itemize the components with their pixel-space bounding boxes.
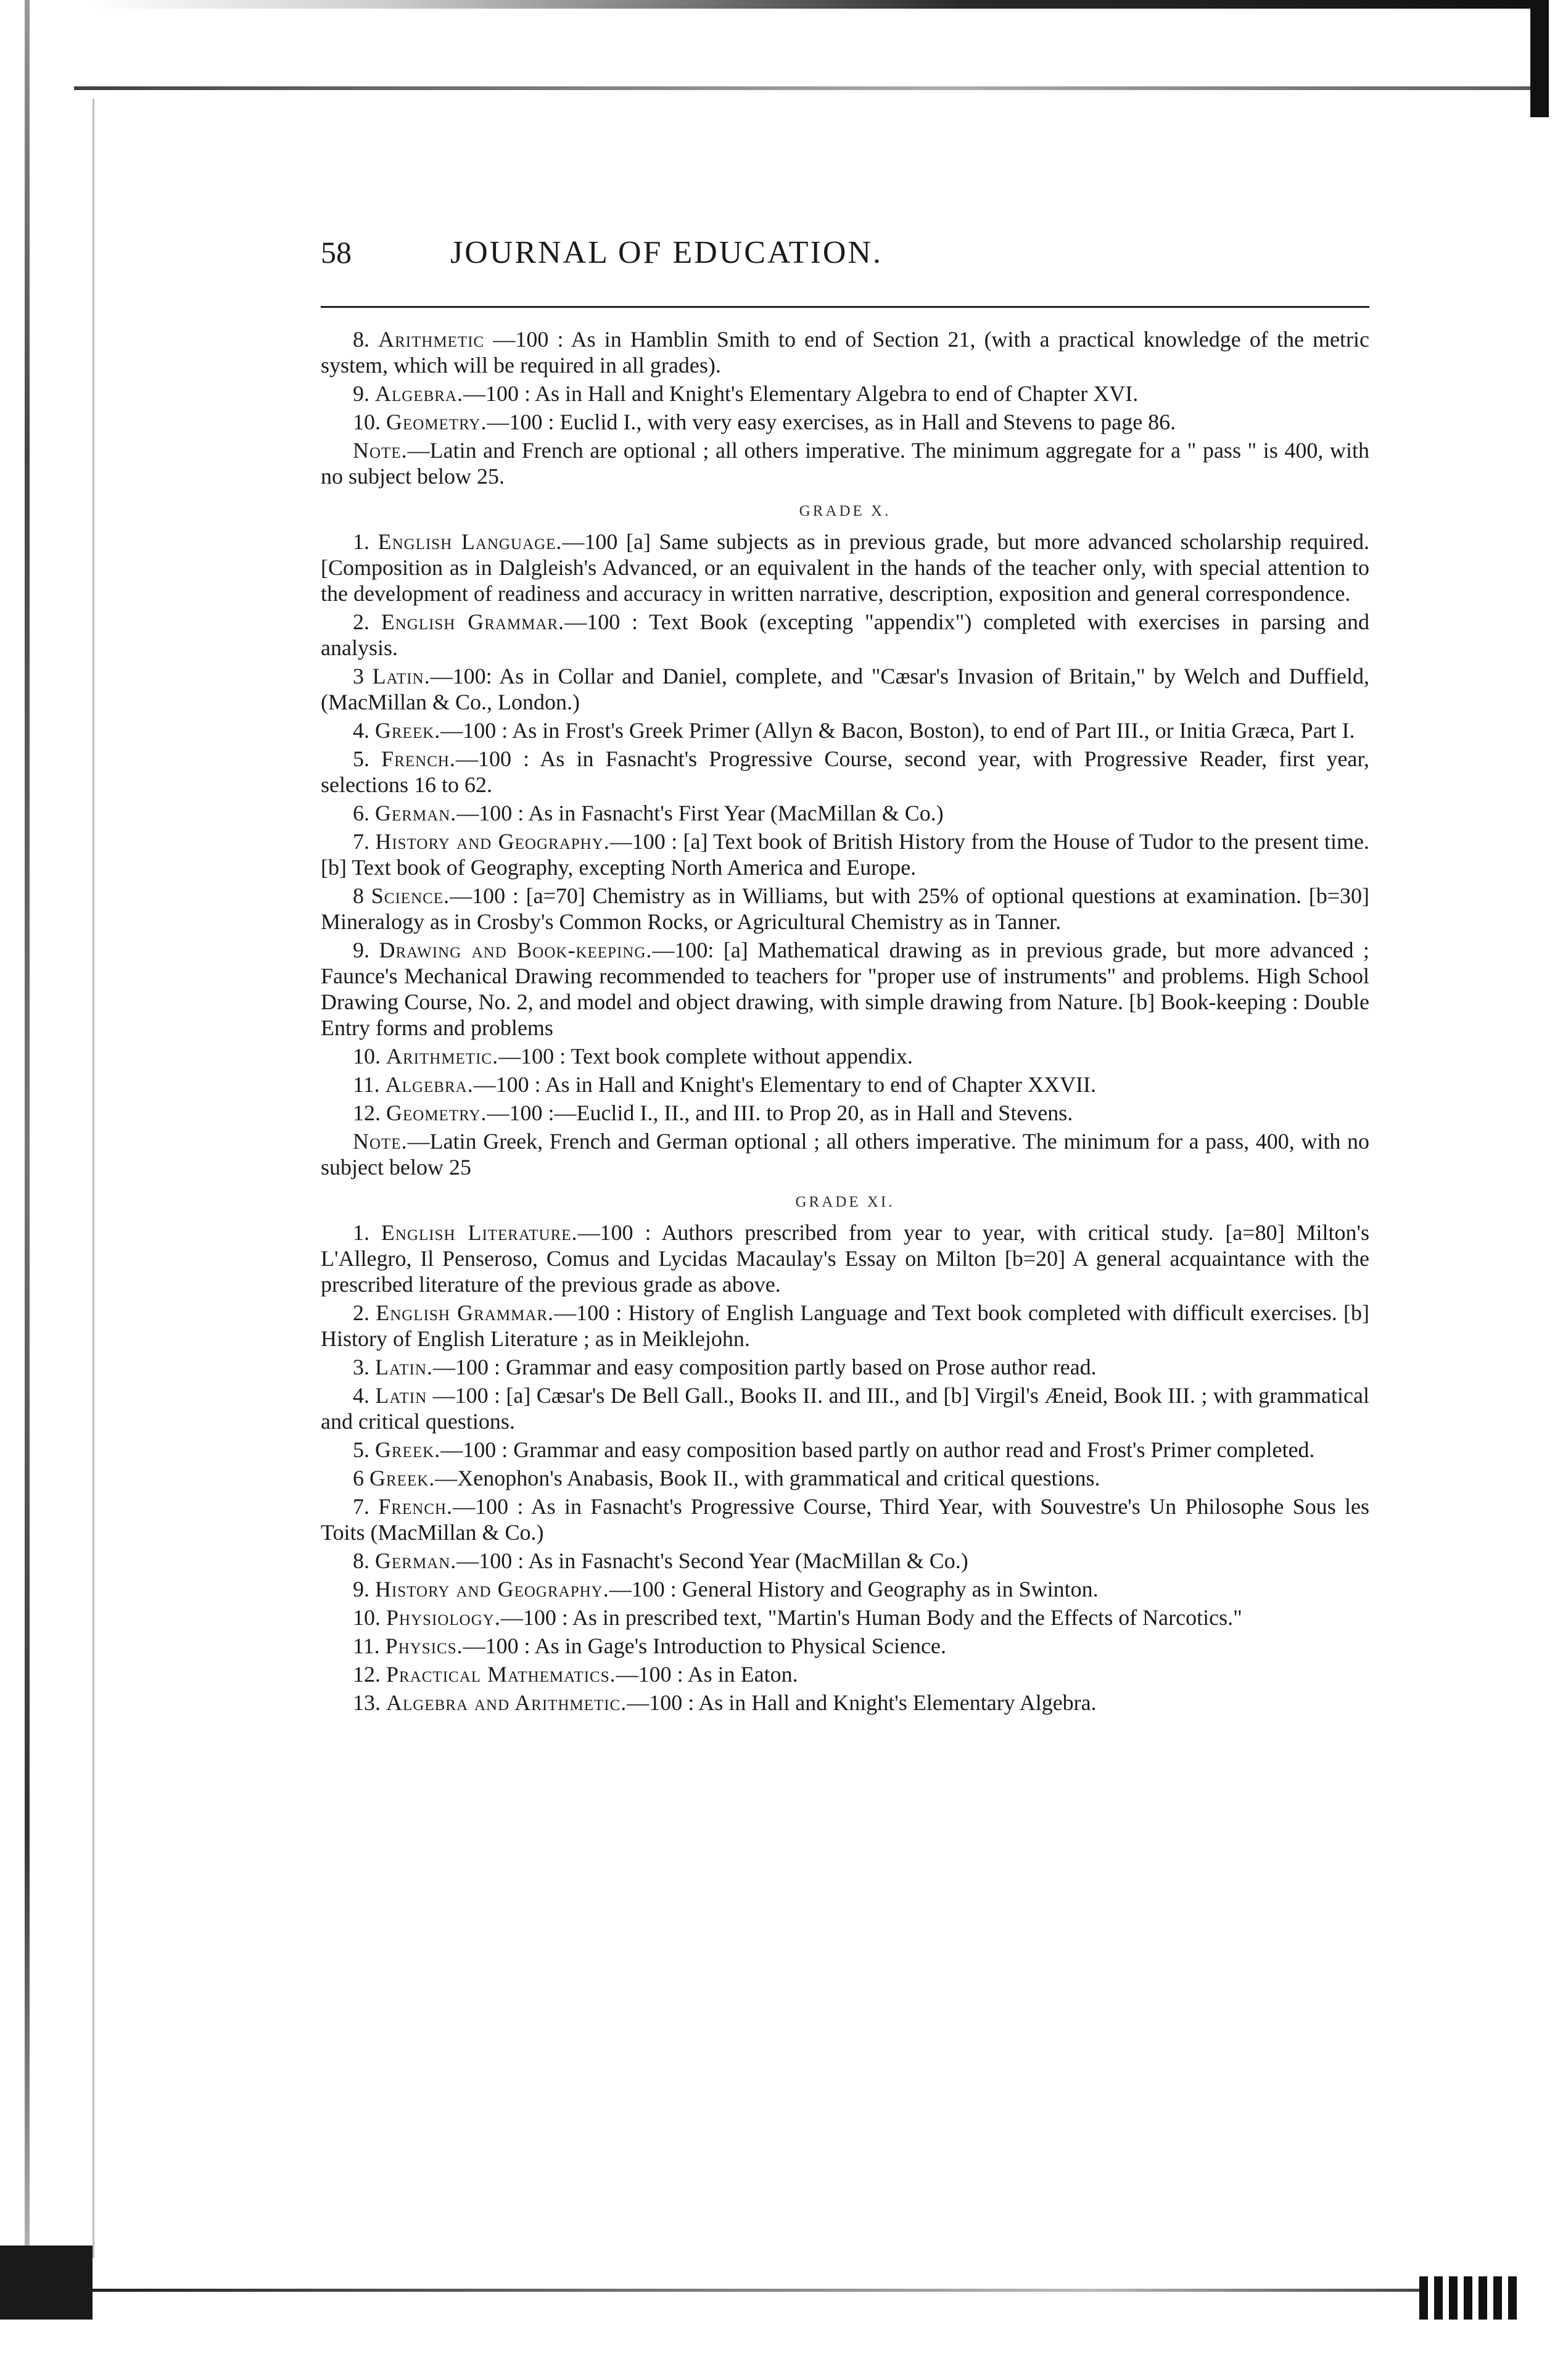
subject-entry	[321, 1605, 1369, 1630]
entry-number: 1.	[353, 529, 369, 554]
entry-text: —100 : As in Gage's Introduction to Physical Science.	[463, 1634, 946, 1658]
subject-heading: Note.	[353, 1129, 408, 1154]
entry-text: —100: As in Collar and Daniel, complete, and "Cæsar's Invasion of Britain," by Welch and Duffield, (MacMillan & Co., London.)	[321, 664, 1369, 714]
entry-number: 10.	[353, 1605, 381, 1630]
grade-heading: GRADE X.	[799, 503, 891, 519]
entry-number: 7.	[353, 829, 369, 854]
subject-entry	[321, 828, 1369, 880]
grade-heading: GRADE XI.	[795, 1194, 895, 1210]
entry-text: —100 : As in Fasnacht's Second Year (MacMillan & Co.)	[456, 1548, 968, 1573]
subject-entry	[321, 1465, 1369, 1491]
scan-blot	[1419, 2276, 1518, 2320]
subject-entry	[321, 381, 1369, 407]
entry-number: 6.	[353, 801, 369, 825]
entry-text: —100 : Text Book (excepting "appendix") completed with exercises in parsing and analysis.	[321, 609, 1369, 660]
subject-heading: Geometry.	[386, 410, 487, 434]
entry-text: —100: [a] Mathematical drawing as in previous grade, but more advanced ; Faunce's Mechanical Drawing recommended to teachers for "proper use of instruments" and problems. High School Drawing Course, No. 2, and model and object drawing, with simple drawing from Nature. [b] Book-keeping : Double Entry forms and problems	[321, 938, 1369, 1040]
entry-text: —100 : History of English Language and Text book completed with difficult exercises. [b] History of English Literature ; as in Meiklejohn.	[321, 1300, 1369, 1351]
entry-text: —Latin Greek, French and German optional ; all others imperative. The minimum for a pass, 400, with no subject below 25	[321, 1129, 1369, 1180]
subject-heading: Practical Mathematics.	[386, 1662, 616, 1687]
subject-heading: Note.	[353, 438, 408, 463]
entry-number: 4.	[353, 718, 369, 743]
entry-number: 6	[353, 1466, 364, 1490]
subject-heading: Greek.	[369, 1466, 435, 1490]
entry-text: —Xenophon's Anabasis, Book II., with grammatical and critical questions.	[435, 1466, 1100, 1490]
scan-edge-right	[1530, 0, 1549, 117]
subject-heading: Algebra and Arithmetic.	[386, 1690, 627, 1715]
scan-edge-left	[25, 0, 30, 2283]
entry-number: 9.	[353, 1577, 369, 1601]
scan-border-top	[74, 86, 1530, 90]
page-number: 58	[321, 235, 352, 270]
entry-number: 10.	[353, 410, 381, 434]
entry-number: 5.	[353, 746, 369, 771]
entry-text: —100 : As in Fasnacht's First Year (MacMillan & Co.)	[456, 801, 944, 825]
scan-gutter-line	[93, 99, 94, 2258]
entry-text: —100 : General History and Geography as in Swinton.	[609, 1577, 1099, 1601]
entry-text: —100 : Grammar and easy composition based partly on author read and Frost's Primer completed.	[440, 1437, 1315, 1462]
subject-heading: Latin	[375, 1383, 427, 1408]
entry-number: 2.	[353, 1300, 369, 1325]
subject-entry	[321, 1690, 1369, 1716]
entry-number: 1.	[353, 1220, 369, 1245]
entry-number: 12.	[353, 1662, 381, 1687]
subject-entry	[321, 1100, 1369, 1126]
entry-number: 4.	[353, 1383, 369, 1408]
scan-edge-top	[86, 0, 1543, 9]
entry-text: —100 : Authors prescribed from year to year, with critical study. [a=80] Milton's L'Allegro, Il Penseroso, Comus and Lycidas Macaulay's Essay on Milton [b=20] A general acquaintance with the prescribed literature of the previous grade as above.	[321, 1220, 1370, 1297]
entry-number: 3.	[353, 1355, 369, 1379]
subject-heading: Science.	[371, 883, 450, 908]
subject-entry	[321, 937, 1369, 1041]
subject-entry	[321, 717, 1369, 743]
entry-text: —100 : [a] Text book of British History from the House of Tudor to the present time. [b] Text book of Geography, excepting North America and Europe.	[321, 829, 1370, 880]
entry-number: 3	[353, 664, 364, 688]
entry-number: 8.	[353, 1548, 369, 1573]
subject-heading: Algebra.	[385, 1072, 474, 1097]
entry-number: 5.	[353, 1437, 369, 1462]
page-header	[321, 234, 1369, 284]
entry-number: 10.	[353, 1044, 381, 1068]
entry-text: —100 :—Euclid I., II., and III. to Prop 20, as in Hall and Stevens.	[487, 1101, 1073, 1125]
entry-number: 9.	[353, 381, 369, 406]
subject-entry	[321, 1382, 1369, 1434]
entry-text: —100 : Text book complete without appendix.	[498, 1044, 913, 1068]
entry-text: —100 : [a=70] Chemistry as in Williams, but with 25% of optional questions at examination. [b=30] Mineralogy as in Crosby's Common Rocks, or Agricultural Chemistry as in Tanner.	[321, 883, 1369, 934]
scan-smear	[0, 2246, 93, 2320]
subject-entry	[321, 1354, 1369, 1380]
entry-text: —100 : Euclid I., with very easy exercises, as in Hall and Stevens to page 86.	[487, 410, 1176, 434]
subject-heading: Drawing and Book-keeping.	[379, 938, 653, 962]
subject-entry	[321, 326, 1369, 378]
subject-entry	[321, 1494, 1369, 1545]
entry-text: —100 : As in Eaton.	[616, 1662, 798, 1687]
subject-entry	[321, 1072, 1369, 1097]
subject-heading: French.	[378, 1494, 453, 1519]
entry-number: 8.	[353, 327, 369, 352]
entry-text: —100 : As in Hamblin Smith to end of Section 21, (with a practical knowledge of the metric system, which will be required in all grades).	[321, 327, 1370, 378]
subject-heading: English Grammar.	[381, 609, 565, 634]
journal-title: JOURNAL OF EDUCATION.	[450, 235, 883, 270]
subject-heading: German.	[375, 801, 457, 825]
subject-entry	[321, 437, 1369, 489]
entry-text: —100 : As in Hall and Knight's Elementary Algebra to end of Chapter XVI.	[463, 381, 1139, 406]
entry-number: 12.	[353, 1101, 381, 1125]
subject-heading: Arithmetic.	[386, 1044, 499, 1068]
subject-entry	[321, 663, 1369, 715]
entry-number: 13.	[353, 1690, 381, 1715]
subject-heading: Physiology.	[386, 1605, 501, 1630]
subject-heading: Algebra.	[375, 381, 463, 406]
scan-bottom-rule	[93, 2289, 1518, 2292]
subject-entry	[321, 609, 1369, 661]
subject-entry	[321, 1220, 1369, 1297]
entry-number: 11.	[353, 1072, 380, 1097]
subject-heading: French.	[381, 746, 456, 771]
entry-text: —100 [a] Same subjects as in previous grade, but more advanced scholarship required. [Composition as in Dalgleish's Advanced, or an equivalent in the hands of the teacher only, with special attention to the development of readiness and accuracy in written narrative, description, exposition and general correspondence.	[321, 529, 1370, 606]
subject-entry	[321, 1576, 1369, 1602]
entry-number: 2.	[353, 609, 369, 634]
entry-number: 9.	[353, 938, 369, 962]
entry-text: —100 : As in Fasnacht's Progressive Course, Third Year, with Souvestre's Un Philosophe Sous les Toits (MacMillan & Co.)	[321, 1494, 1370, 1545]
entry-number: 7.	[353, 1494, 369, 1519]
subject-heading: English Language.	[377, 529, 563, 554]
subject-heading: History and Geography.	[375, 829, 610, 854]
subject-heading: English Literature.	[381, 1220, 578, 1245]
subject-heading: Greek.	[375, 1437, 441, 1462]
subject-heading: History and Geography.	[375, 1577, 609, 1601]
entry-text: —100 : Grammar and easy composition partly based on Prose author read.	[432, 1355, 1097, 1379]
subject-entry	[321, 409, 1369, 435]
subject-heading: Physics.	[385, 1634, 463, 1658]
header-rule	[321, 306, 1369, 308]
scan-border-bottom	[0, 2227, 1555, 2380]
entry-text: —100 : As in Hall and Knight's Elementary Algebra.	[627, 1690, 1097, 1715]
subject-heading: Greek.	[375, 718, 441, 743]
entry-text: —100 : As in Frost's Greek Primer (Allyn & Bacon, Boston), to end of Part III., or Initia Græca, Part I.	[440, 718, 1355, 743]
subject-entry	[321, 883, 1369, 935]
subject-entry	[321, 1437, 1369, 1463]
subject-heading: Latin.	[372, 664, 431, 688]
subject-entry	[321, 1128, 1369, 1180]
subject-heading: Geometry.	[386, 1101, 487, 1125]
entry-text: —100 : As in Fasnacht's Progressive Course, second year, with Progressive Reader, first year, selections 16 to 62.	[321, 746, 1369, 797]
entry-number: 8	[353, 883, 364, 908]
subject-heading: Latin.	[375, 1355, 433, 1379]
entry-text: —100 : As in prescribed text, "Martin's Human Body and the Effects of Narcotics."	[500, 1605, 1242, 1630]
subject-entry	[321, 1661, 1369, 1687]
entry-text: —100 : As in Hall and Knight's Elementary to end of Chapter XXVII.	[473, 1072, 1096, 1097]
subject-entry	[321, 1548, 1369, 1574]
subject-entry	[321, 1043, 1369, 1069]
subject-heading: German.	[375, 1548, 457, 1573]
subject-heading: Arithmetic	[378, 327, 485, 352]
subject-heading: English Grammar.	[376, 1300, 555, 1325]
entry-number: 11.	[353, 1634, 380, 1658]
subject-entry	[321, 529, 1369, 606]
subject-entry	[321, 800, 1369, 826]
entry-text: —100 : [a] Cæsar's De Bell Gall., Books II. and III., and [b] Virgil's Æneid, Book III. ; with grammatical and critical questions.	[321, 1383, 1369, 1434]
subject-entry	[321, 1300, 1369, 1352]
subject-entry	[321, 1633, 1369, 1659]
body-text	[321, 326, 1369, 1716]
journal-page	[321, 234, 1369, 1716]
subject-entry	[321, 746, 1369, 798]
entry-text: —Latin and French are optional ; all others imperative. The minimum aggregate for a " pass " is 400, with no subject below 25.	[321, 438, 1369, 489]
